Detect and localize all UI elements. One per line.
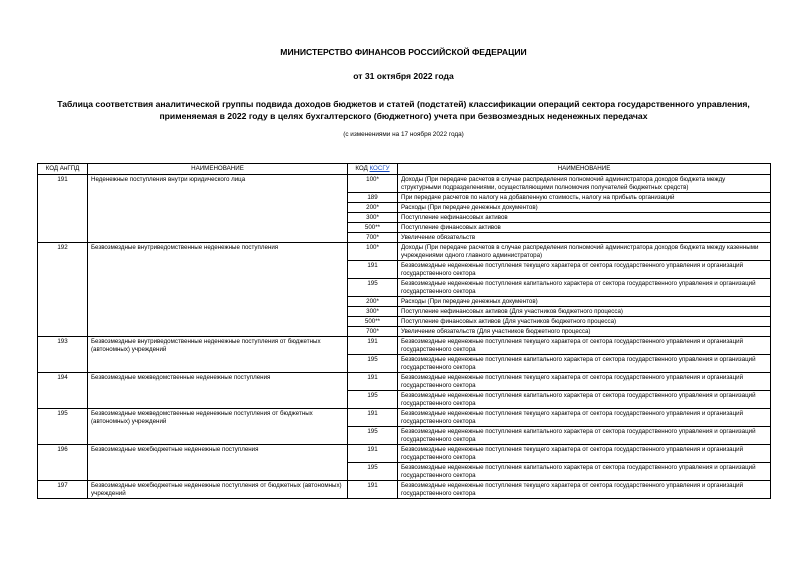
correspondence-table [37,163,771,499]
table-row [38,445,771,463]
header-code-kosgu [348,164,398,175]
agpd-name-cell: Безвозмездные межбюджетные неденежные поступления от бюджетных (автономных) учреждений [88,481,348,499]
kosgu-name-cell: Увеличение обязательств [398,233,771,243]
kosgu-code-cell: 700* [348,327,398,337]
kosgu-code-cell: 195 [348,355,398,373]
kosgu-code-cell: 191 [348,409,398,427]
kosgu-name-cell: Доходы (При передаче расчетов в случае распределения полномочий администратора доходов бюджета между казенными учреждениями одного главного администратора) [398,243,771,261]
document-date: от 31 октября 2022 года [353,71,454,81]
kosgu-link[interactable]: КОСГУ [369,165,390,172]
kosgu-code-cell: 500** [348,317,398,327]
document-title-line1: Таблица соответствия аналитической группы подвида доходов бюджетов и статей (подстатей) классификации операций сектора государственного управления, [57,99,750,109]
kosgu-code-cell: 200* [348,203,398,213]
table-row [38,337,771,355]
agpd-code-cell: 194 [38,373,88,409]
kosgu-code-cell: 195 [348,279,398,297]
agpd-name-cell: Неденежные поступления внутри юридического лица [88,175,348,243]
amendment-note: (с изменениями на 17 ноября 2022 года) [343,131,464,138]
agpd-code-cell: 197 [38,481,88,499]
kosgu-code-cell: 700* [348,233,398,243]
table-row [38,481,771,499]
kosgu-name-cell: Расходы (При передаче денежных документов) [398,203,771,213]
kosgu-code-cell: 300* [348,213,398,223]
kosgu-code-cell: 191 [348,481,398,499]
header-name-kosgu: НАИМЕНОВАНИЕ [398,164,771,175]
kosgu-code-cell: 191 [348,445,398,463]
kosgu-name-cell: Безвозмездные неденежные поступления капитального характера от сектора государственного управления и организаций государственного сектора [398,427,771,445]
document-title-line2: применяемая в 2022 году в целях бухгалтерского (бюджетного) учета при безвозмездных неденежных передачах [159,111,648,121]
agpd-code-cell: 191 [38,175,88,243]
kosgu-name-cell: Безвозмездные неденежные поступления капитального характера от сектора государственного управления и организаций государственного сектора [398,279,771,297]
agpd-name-cell: Безвозмездные внутриведомственные неденежные поступления от бюджетных (автономных) учреждений [88,337,348,373]
kosgu-code-cell: 195 [348,427,398,445]
kosgu-name-cell: Безвозмездные неденежные поступления капитального характера от сектора государственного управления и организаций государственного сектора [398,355,771,373]
kosgu-name-cell: Расходы (При передаче денежных документов) [398,297,771,307]
kosgu-code-cell: 100* [348,175,398,193]
kosgu-name-cell: Безвозмездные неденежные поступления капитального характера от сектора государственного управления и организаций государственного сектора [398,463,771,481]
kosgu-name-cell: Поступление нефинансовых активов [398,213,771,223]
kosgu-name-cell: При передаче расчетов по налогу на добавленную стоимость, налогу на прибыль организаций [398,193,771,203]
agpd-name-cell: Безвозмездные межбюджетные неденежные поступления [88,445,348,481]
agpd-code-cell: 193 [38,337,88,373]
kosgu-code-cell: 191 [348,261,398,279]
kosgu-code-cell: 189 [348,193,398,203]
kosgu-name-cell: Безвозмездные неденежные поступления капитального характера от сектора государственного управления и организаций государственного сектора [398,391,771,409]
agpd-name-cell: Безвозмездные внутриведомственные неденежные поступления [88,243,348,337]
kosgu-name-cell: Безвозмездные неденежные поступления текущего характера от сектора государственного управления и организаций государственного сектора [398,373,771,391]
kosgu-name-cell: Увеличение обязательств (Для участников бюджетного процесса) [398,327,771,337]
table-row [38,409,771,427]
agpd-code-cell: 196 [38,445,88,481]
kosgu-code-cell: 200* [348,297,398,307]
table-row [38,373,771,391]
kosgu-name-cell: Безвозмездные неденежные поступления текущего характера от сектора государственного управления и организаций государственного сектора [398,337,771,355]
kosgu-name-cell: Безвозмездные неденежные поступления текущего характера от сектора государственного управления и организаций государственного сектора [398,409,771,427]
table-row [38,243,771,261]
kosgu-code-cell: 500** [348,223,398,233]
agpd-name-cell: Безвозмездные межведомственные неденежные поступления [88,373,348,409]
kosgu-code-cell: 191 [348,373,398,391]
kosgu-code-cell: 300* [348,307,398,317]
ministry-heading: МИНИСТЕРСТВО ФИНАНСОВ РОССИЙСКОЙ ФЕДЕРАЦИИ [280,47,527,57]
kosgu-name-cell: Поступление финансовых активов [398,223,771,233]
header-code-agpd: КОД АнГПД [38,164,88,175]
table-header-row [38,164,771,175]
header-code-label: КОД [355,165,370,172]
kosgu-code-cell: 195 [348,463,398,481]
kosgu-code-cell: 100* [348,243,398,261]
kosgu-code-cell: 191 [348,337,398,355]
kosgu-code-cell: 195 [348,391,398,409]
table-row [38,175,771,193]
kosgu-name-cell: Безвозмездные неденежные поступления текущего характера от сектора государственного управления и организаций государственного сектора [398,481,771,499]
kosgu-name-cell: Доходы (При передаче расчетов в случае распределения полномочий администратора доходов бюджета между структурными подразделениями, осуществляющими полномочия получателей бюджетных средств) [398,175,771,193]
agpd-code-cell: 195 [38,409,88,445]
kosgu-name-cell: Безвозмездные неденежные поступления текущего характера от сектора государственного управления и организаций государственного сектора [398,445,771,463]
kosgu-name-cell: Поступление финансовых активов (Для участников бюджетного процесса) [398,317,771,327]
header-name-agpd: НАИМЕНОВАНИЕ [88,164,348,175]
kosgu-name-cell: Поступление нефинансовых активов (Для участников бюджетного процесса) [398,307,771,317]
agpd-name-cell: Безвозмездные межведомственные неденежные поступления от бюджетных (автономных) учреждений [88,409,348,445]
table-body [38,175,771,499]
agpd-code-cell: 192 [38,243,88,337]
kosgu-name-cell: Безвозмездные неденежные поступления текущего характера от сектора государственного управления и организаций государственного сектора [398,261,771,279]
